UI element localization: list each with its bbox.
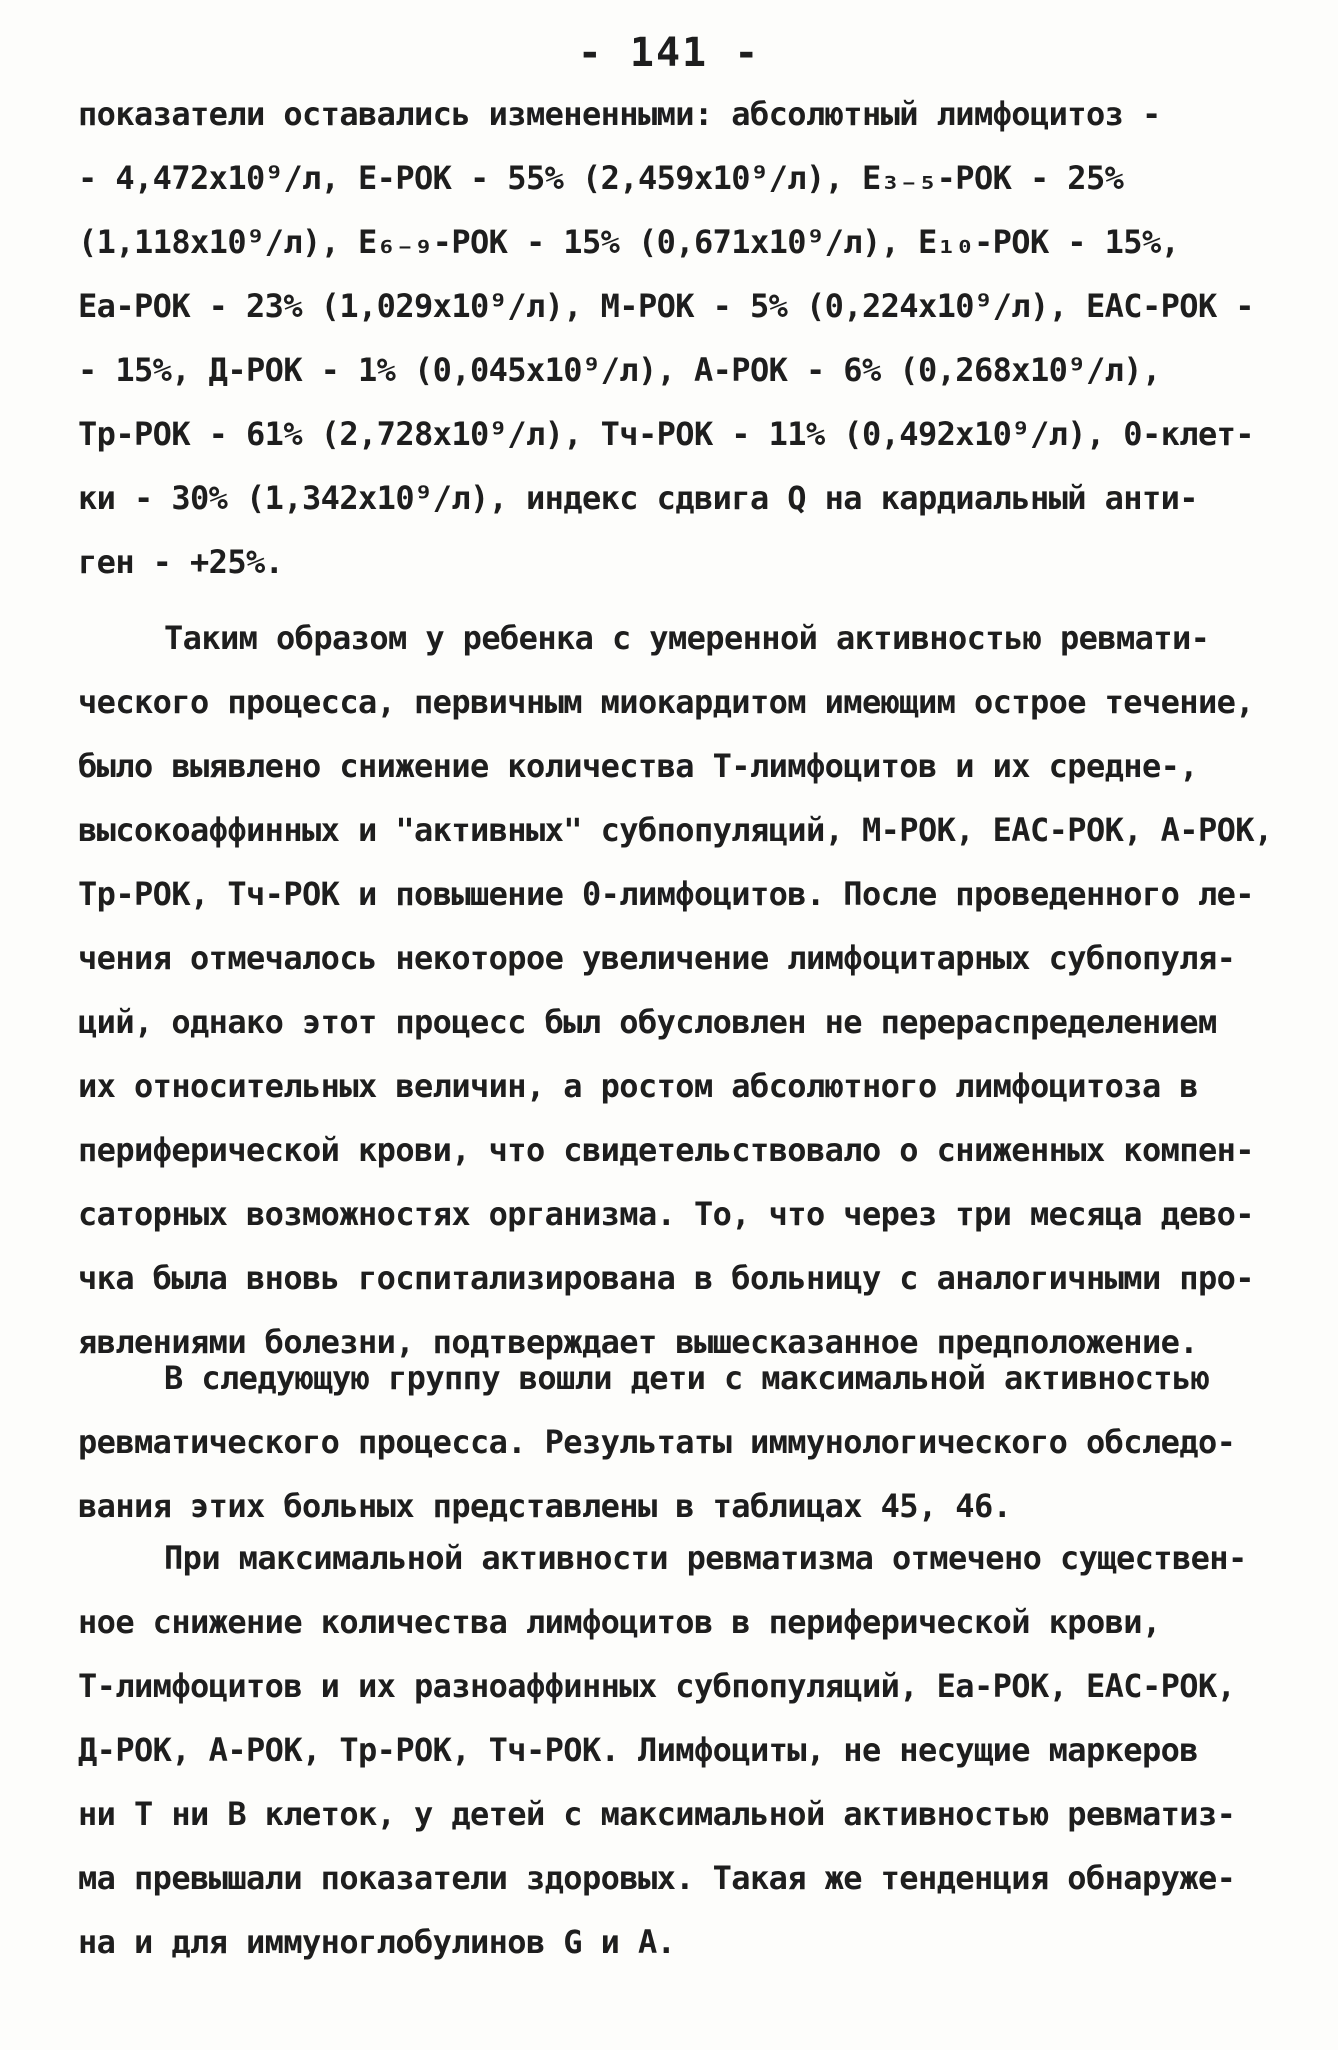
text-line: явлениями болезни, подтверждает вышесказанное предположение. [78, 1323, 1198, 1361]
text-line: Д-РОК, А-РОК, Тр-РОК, Тч-РОК. Лимфоциты, не несущие маркеров [78, 1731, 1198, 1769]
text-line: Т-лимфоцитов и их разноаффинных субпопуляций, Еа-РОК, ЕАС-РОК, [78, 1667, 1236, 1705]
text-line: высокоаффинных и "активных" субпопуляций, М-РОК, ЕАС-РОК, А-РОК, [78, 811, 1273, 849]
paragraph-continuation [78, 82, 1278, 594]
paragraph-next-group [78, 1346, 1278, 1538]
text-line: При максимальной активности ревматизма отмечено существен- [164, 1539, 1247, 1577]
text-line: показатели оставались измененными: абсолютный лимфоцитоз - [78, 95, 1161, 133]
text-line: ма превышали показатели здоровых. Такая же тенденция обнаруже- [78, 1859, 1236, 1897]
text-line: В следующую группу вошли дети с максимальной активностью [164, 1359, 1210, 1397]
paragraph-max-activity [78, 1526, 1278, 1974]
text-line: вания этих больных представлены в таблицах 45, 46. [78, 1487, 1012, 1525]
text-line: ное снижение количества лимфоцитов в периферической крови, [78, 1603, 1161, 1641]
text-line: Еа-РОК - 23% (1,029x10⁹/л), М-РОК - 5% (0,224x10⁹/л), ЕАС-РОК - [78, 287, 1254, 325]
paragraph-summary [78, 606, 1278, 1374]
text-line: чения отмечалось некоторое увеличение лимфоцитарных субпопуля- [78, 939, 1236, 977]
page-number: - 141 - [577, 30, 761, 76]
text-line: Таким образом у ребенка с умеренной активностью ревмати- [164, 619, 1210, 657]
text-line: ций, однако этот процесс был обусловлен не перераспределением [78, 1003, 1217, 1041]
text-line: ческого процесса, первичным миокардитом имеющим острое течение, [78, 683, 1254, 721]
text-line: ки - 30% (1,342x10⁹/л), индекс сдвига Q на кардиальный анти- [78, 479, 1198, 517]
text-line: - 4,472x10⁹/л, Е-РОК - 55% (2,459x10⁹/л), Е₃₋₅-РОК - 25% [78, 159, 1124, 197]
text-line: периферической крови, что свидетельствовало о сниженных компен- [78, 1131, 1254, 1169]
text-line: ни Т ни В клеток, у детей с максимальной активностью ревматиз- [78, 1795, 1236, 1833]
text-line: (1,118x10⁹/л), Е₆₋₉-РОК - 15% (0,671x10⁹/л), Е₁₀-РОК - 15%, [78, 223, 1180, 261]
text-line: Тр-РОК - 61% (2,728x10⁹/л), Тч-РОК - 11% (0,492x10⁹/л), 0-клет- [78, 415, 1254, 453]
text-line: - 15%, Д-РОК - 1% (0,045x10⁹/л), А-РОК - 6% (0,268x10⁹/л), [78, 351, 1161, 389]
text-line: на и для иммуноглобулинов G и А. [78, 1923, 676, 1961]
text-line: чка была вновь госпитализирована в больницу с аналогичными про- [78, 1259, 1254, 1297]
text-line: ревматического процесса. Результаты иммунологического обследо- [78, 1423, 1236, 1461]
text-line: было выявлено снижение количества Т-лимфоцитов и их средне-, [78, 747, 1198, 785]
text-line: ген - +25%. [78, 543, 284, 581]
text-line: Тр-РОК, Тч-РОК и повышение 0-лимфоцитов. После проведенного ле- [78, 875, 1254, 913]
text-line: их относительных величин, а ростом абсолютного лимфоцитоза в [78, 1067, 1198, 1105]
text-line: саторных возможностях организма. То, что через три месяца дево- [78, 1195, 1254, 1233]
